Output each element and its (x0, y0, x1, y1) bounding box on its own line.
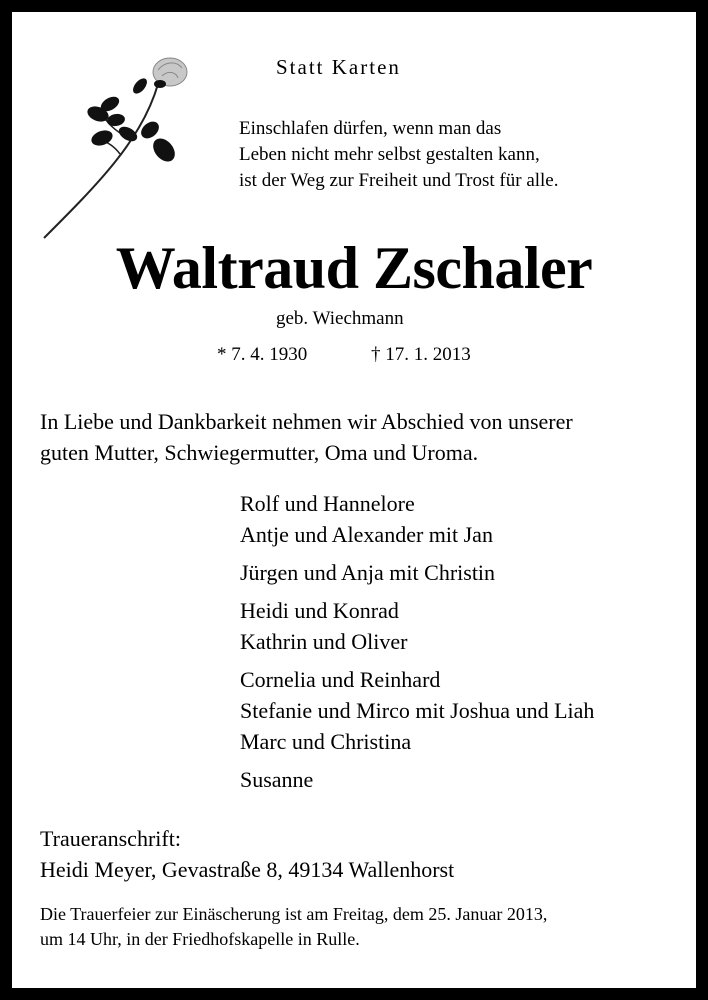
mourner-group (240, 664, 594, 757)
mourner-line: Rolf und Hannelore (240, 491, 415, 516)
poem-line: Einschlafen dürfen, wenn man das (239, 118, 502, 139)
farewell-line: In Liebe und Dankbarkeit nehmen wir Abschied von unserer (40, 409, 573, 434)
obituary-card (12, 12, 696, 988)
mourner-line: Marc und Christina (240, 729, 412, 754)
mourner-line: Jürgen und Anja mit Christin (240, 560, 496, 585)
mourning-address: Heidi Meyer, Gevastraße 8, 49134 Wallenhorst (40, 857, 455, 882)
farewell-text (40, 406, 573, 468)
service-line: Die Trauerfeier zur Einäscherung ist am Freitag, dem 25. Januar 2013, (40, 904, 548, 924)
maiden-name: geb. Wiechmann (276, 308, 404, 329)
mourner-line: Kathrin und Oliver (240, 629, 408, 654)
mourner-line: Heidi und Konrad (240, 598, 399, 623)
farewell-line: guten Mutter, Schwiegermutter, Oma und Uroma. (40, 440, 479, 465)
birth-date: * 7. 4. 1930 (217, 344, 308, 365)
header-statt-karten: Statt Karten (276, 55, 401, 79)
mourner-line: Susanne (240, 767, 314, 792)
death-date: † 17. 1. 2013 (371, 344, 471, 365)
address-label: Traueranschrift: (40, 826, 181, 851)
mourner-group (240, 595, 594, 657)
mourner-group (240, 764, 594, 795)
rose-icon (40, 42, 190, 242)
poem (239, 116, 559, 194)
mourners-list (240, 488, 594, 802)
mourner-line: Antje und Alexander mit Jan (240, 522, 493, 547)
service-line: um 14 Uhr, in der Friedhofskapelle in Rulle. (40, 929, 360, 949)
mourner-line: Cornelia und Reinhard (240, 667, 441, 692)
poem-line: Leben nicht mehr selbst gestalten kann, (239, 144, 540, 165)
mourner-group (240, 557, 594, 588)
poem-line: ist der Weg zur Freiheit und Trost für alle. (239, 170, 559, 191)
mourner-group (240, 488, 594, 550)
deceased-name: Waltraud Zschaler (115, 235, 593, 301)
funeral-service-info (40, 902, 547, 952)
mourner-line: Stefanie und Mirco mit Joshua und Liah (240, 698, 595, 723)
